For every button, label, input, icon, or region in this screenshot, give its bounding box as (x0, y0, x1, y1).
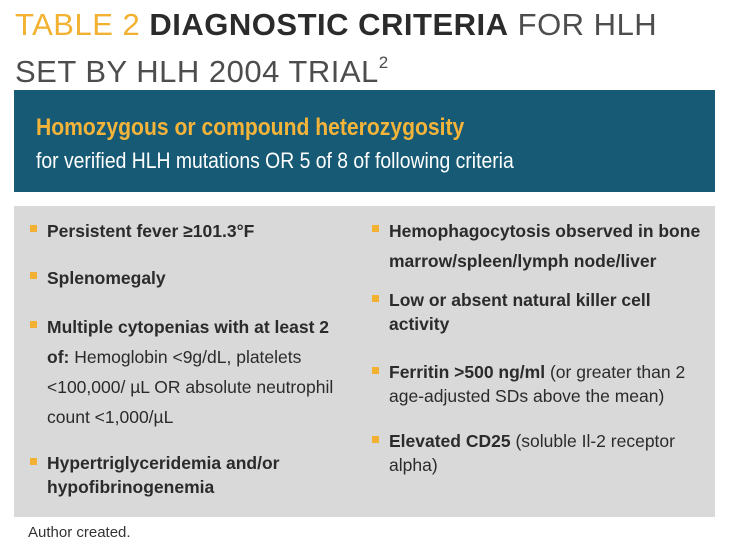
bullet-icon (372, 225, 379, 232)
bullet-icon (30, 458, 37, 465)
criterion-bold: Low or absent natural killer cell activity (389, 290, 651, 334)
criterion-item (372, 360, 712, 408)
table-title (15, 6, 730, 91)
title-line-2 (15, 44, 730, 91)
bullet-icon (30, 225, 37, 232)
title-table-number: TABLE 2 (15, 7, 141, 42)
criterion-item (372, 216, 712, 276)
criterion-bold: Splenomegaly (47, 268, 166, 288)
criterion-bold: Elevated CD25 (389, 431, 511, 451)
criterion-item (30, 216, 355, 246)
bullet-icon (372, 436, 379, 443)
banner-heading: Homozygous or compound heterozygosity (36, 114, 465, 141)
criterion-detail: (soluble Il-2 receptor alpha) (389, 431, 675, 475)
criterion-item (30, 451, 355, 499)
bullet-icon (372, 295, 379, 302)
criterion-bold: Hypertriglyceridemia and/or hypofibrinogenemia (47, 453, 280, 497)
criteria-panel (14, 206, 715, 517)
title-line-2-text: SET BY HLH 2004 TRIAL (15, 54, 379, 89)
bullet-icon (30, 272, 37, 279)
criterion-item (372, 429, 712, 477)
criterion-detail: Hemoglobin <9g/dL, platelets <100,000/ µL OR absolute neutrophil count <1,000/µL (47, 347, 334, 427)
criterion-bold: Multiple cytopenias with at least 2 of: (47, 317, 330, 367)
banner-subheading: for verified HLH mutations OR 5 of 8 of following criteria (36, 148, 514, 173)
criterion-detail: (or greater than 2 age-adjusted SDs above the mean) (389, 362, 686, 406)
bullet-icon (30, 321, 37, 328)
criterion-bold: Persistent fever ≥101.3°F (47, 221, 255, 241)
criterion-item (372, 288, 712, 336)
criteria-right-column (372, 216, 712, 477)
bullet-icon (372, 367, 379, 374)
criteria-banner (14, 90, 715, 192)
criterion-bold: Ferritin >500 ng/ml (389, 362, 546, 382)
title-reference: 2 (378, 53, 389, 72)
title-rest: FOR HLH (508, 7, 658, 42)
title-bold: DIAGNOSTIC CRITERIA (149, 7, 509, 42)
criterion-item (30, 263, 355, 293)
criterion-bold: Hemophagocytosis observed in bone marrow/spleen/lymph node/liver (389, 221, 701, 271)
criterion-item (30, 312, 355, 432)
criteria-left-column (30, 216, 355, 499)
title-line-1 (15, 6, 730, 44)
source-note: Author created. (28, 524, 131, 541)
